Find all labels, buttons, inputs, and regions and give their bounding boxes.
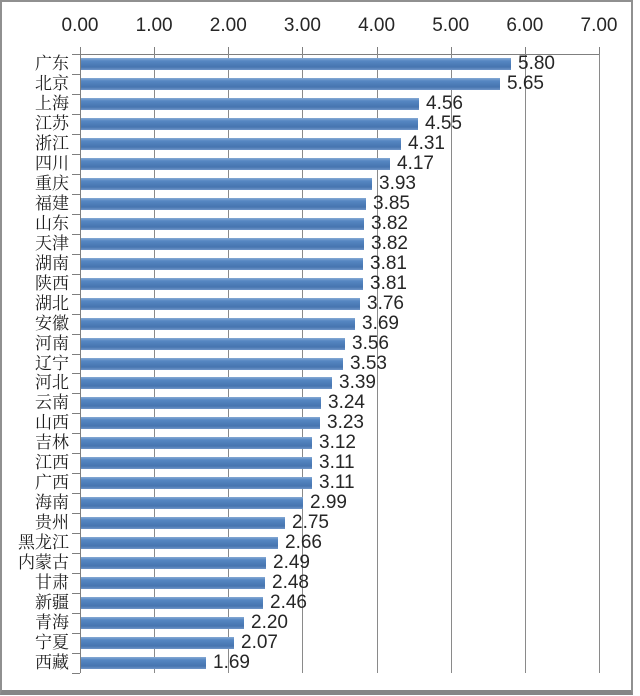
bar-value-label: 3.81	[370, 253, 407, 274]
y-axis-tick	[72, 254, 80, 255]
bar	[81, 198, 366, 210]
y-axis-tick	[72, 613, 80, 614]
y-axis-tick	[72, 453, 80, 454]
bar-value-label: 2.07	[241, 632, 278, 653]
bar	[81, 178, 372, 190]
x-axis-tick	[228, 47, 229, 54]
x-axis-tick-label: 0.00	[61, 15, 99, 36]
bar	[81, 338, 345, 350]
bar	[81, 118, 418, 130]
y-axis-tick	[72, 274, 80, 275]
y-axis-tick	[72, 533, 80, 534]
bar-value-label: 2.46	[270, 592, 307, 613]
bar	[81, 158, 390, 170]
category-label: 内蒙古	[18, 553, 69, 572]
category-label: 云南	[35, 393, 69, 412]
bar	[81, 557, 266, 569]
y-axis-tick	[72, 593, 80, 594]
x-axis-tick	[154, 47, 155, 54]
bar-value-label: 3.39	[339, 372, 376, 393]
bar	[81, 457, 312, 469]
bar-value-label: 4.31	[408, 133, 445, 154]
bar	[81, 78, 500, 90]
category-label: 宁夏	[35, 633, 69, 652]
category-label: 河南	[35, 334, 69, 353]
bar	[81, 637, 234, 649]
y-axis-tick	[72, 314, 80, 315]
category-label: 四川	[35, 154, 69, 173]
y-axis-tick	[72, 114, 80, 115]
y-axis-tick	[72, 373, 80, 374]
bar-value-label: 2.48	[272, 572, 309, 593]
y-axis-tick	[72, 154, 80, 155]
bar-value-label: 3.53	[350, 353, 387, 374]
y-axis-tick	[72, 653, 80, 654]
bar	[81, 477, 312, 489]
x-axis-tick-label: 6.00	[506, 15, 544, 36]
bar	[81, 417, 320, 429]
category-label: 上海	[35, 94, 69, 113]
x-axis-tick	[451, 47, 452, 54]
y-axis-tick	[72, 294, 80, 295]
bar-value-label: 3.24	[328, 392, 365, 413]
bar	[81, 577, 265, 589]
bar	[81, 298, 360, 310]
category-label: 福建	[35, 194, 69, 213]
bar	[81, 278, 363, 290]
category-label: 北京	[35, 74, 69, 93]
category-label: 天津	[35, 234, 69, 253]
bar-value-label: 3.81	[370, 273, 407, 294]
bar-value-label: 3.85	[373, 193, 410, 214]
x-axis-tick-label: 2.00	[209, 15, 247, 36]
y-axis-tick	[72, 433, 80, 434]
category-label: 重庆	[35, 174, 69, 193]
category-label: 黑龙江	[18, 533, 69, 552]
bar	[81, 258, 363, 270]
bar	[81, 58, 511, 70]
y-axis-tick	[72, 473, 80, 474]
x-axis-tick	[80, 47, 81, 54]
bar	[81, 597, 263, 609]
category-label: 广西	[35, 473, 69, 492]
category-label: 山西	[35, 413, 69, 432]
x-axis-tick	[377, 47, 378, 54]
bar	[81, 238, 364, 250]
bar-value-label: 4.55	[425, 113, 462, 134]
y-axis-tick	[72, 74, 80, 75]
y-axis-tick	[72, 573, 80, 574]
category-label: 浙江	[35, 134, 69, 153]
x-axis-tick	[599, 47, 600, 54]
bar-value-label: 3.12	[319, 432, 356, 453]
y-axis-tick	[72, 334, 80, 335]
category-label: 河北	[35, 373, 69, 392]
category-label: 湖南	[35, 254, 69, 273]
bar-value-label: 4.17	[397, 153, 434, 174]
x-axis-tick-label: 4.00	[358, 15, 396, 36]
bar-value-label: 2.20	[251, 612, 288, 633]
bar	[81, 358, 343, 370]
bar	[81, 497, 303, 509]
y-axis-tick	[72, 194, 80, 195]
bar-value-label: 3.93	[379, 173, 416, 194]
y-axis-tick	[72, 354, 80, 355]
category-label: 贵州	[35, 513, 69, 532]
y-axis-tick	[72, 134, 80, 135]
x-axis-tick-label: 3.00	[283, 15, 321, 36]
bar-value-label: 2.66	[285, 532, 322, 553]
category-label: 安徽	[35, 314, 69, 333]
gridline	[451, 54, 452, 673]
category-label: 西藏	[35, 653, 69, 672]
bar-value-label: 2.49	[273, 552, 310, 573]
x-axis-tick	[302, 47, 303, 54]
bar	[81, 657, 206, 669]
category-label: 江苏	[35, 114, 69, 133]
category-label: 吉林	[35, 433, 69, 452]
x-axis-tick-label: 5.00	[432, 15, 470, 36]
y-axis-tick	[72, 553, 80, 554]
category-label: 湖北	[35, 294, 69, 313]
gridline	[525, 54, 526, 673]
bar-value-label: 2.99	[310, 492, 347, 513]
category-label: 陕西	[35, 274, 69, 293]
y-axis-tick	[72, 413, 80, 414]
y-axis-tick	[72, 673, 80, 674]
category-label: 山东	[35, 214, 69, 233]
bar-value-label: 3.11	[319, 472, 355, 493]
bar	[81, 98, 419, 110]
bar-value-label: 3.23	[327, 412, 364, 433]
bar	[81, 517, 285, 529]
y-axis-tick	[72, 174, 80, 175]
bar-value-label: 3.76	[367, 293, 404, 314]
category-label: 广东	[35, 54, 69, 73]
bar	[81, 377, 332, 389]
bar-value-label: 1.69	[213, 652, 250, 673]
bar-value-label: 3.82	[371, 213, 408, 234]
y-axis-tick	[72, 214, 80, 215]
bar-value-label: 3.11	[319, 452, 355, 473]
bar	[81, 437, 312, 449]
category-label: 辽宁	[35, 354, 69, 373]
y-axis-tick	[72, 393, 80, 394]
bar	[81, 218, 364, 230]
bar-value-label: 4.56	[426, 93, 463, 114]
bar	[81, 617, 244, 629]
bar	[81, 138, 401, 150]
x-axis-tick-label: 1.00	[135, 15, 173, 36]
y-axis-tick	[72, 633, 80, 634]
bar-value-label: 3.69	[362, 313, 399, 334]
x-axis-tick-label: 7.00	[580, 15, 618, 36]
category-label: 江西	[35, 453, 69, 472]
bar-value-label: 3.56	[352, 333, 389, 354]
bar	[81, 318, 355, 330]
bar-value-label: 3.82	[371, 233, 408, 254]
bar-value-label: 5.80	[518, 53, 555, 74]
category-label: 海南	[35, 493, 69, 512]
bar-value-label: 2.75	[292, 512, 329, 533]
bar-value-label: 5.65	[507, 73, 544, 94]
category-label: 新疆	[35, 593, 69, 612]
bar	[81, 397, 321, 409]
bar	[81, 537, 278, 549]
y-axis-tick	[72, 493, 80, 494]
y-axis-tick	[72, 94, 80, 95]
y-axis-tick	[72, 234, 80, 235]
y-axis-tick	[72, 54, 80, 55]
category-label: 青海	[35, 613, 69, 632]
gridline	[599, 54, 600, 673]
category-label: 甘肃	[35, 573, 69, 592]
y-axis-tick	[72, 513, 80, 514]
